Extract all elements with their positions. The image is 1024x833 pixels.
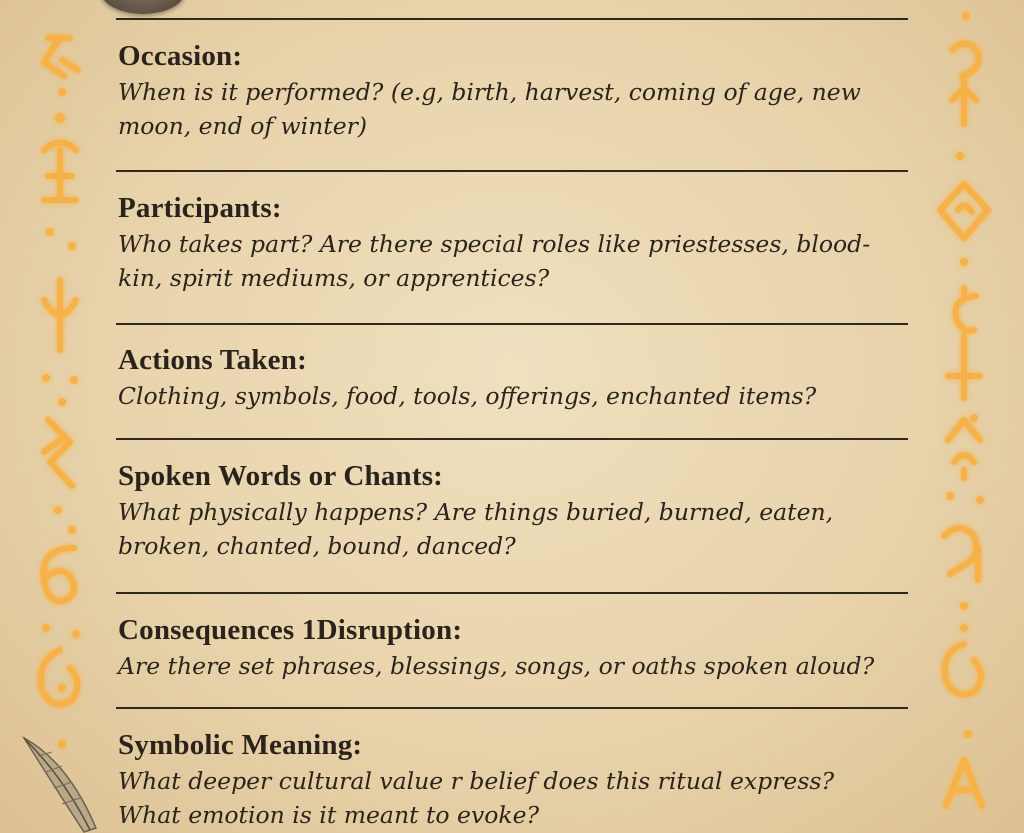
section-prompt: When is it performed? (e.g, birth, harvest, coming of age, new moon, end of winter)	[118, 78, 861, 140]
section-prompt: Clothing, symbols, food, tools, offerings, enchanted items?	[118, 382, 817, 410]
section-prompt: What deeper cultural value r belief does this ritual express? What emotion is it meant to evoke?	[118, 767, 835, 829]
section-actions-taken	[118, 344, 898, 413]
section-title: Consequences 1Disruption:	[118, 614, 463, 646]
section-title: Occasion:	[118, 40, 243, 72]
divider	[116, 170, 908, 172]
divider	[116, 707, 908, 709]
section-prompt: What physically happens? Are things buried, burned, eaten, broken, chanted, bound, danced?	[118, 498, 834, 560]
section-symbolic-meaning	[118, 729, 898, 832]
section-title: Spoken Words or Chants:	[118, 460, 444, 492]
left-rune-border	[0, 0, 120, 833]
section-title: Participants:	[118, 192, 282, 224]
section-participants	[118, 192, 898, 295]
divider	[116, 18, 908, 20]
divider	[116, 323, 908, 325]
right-rune-border	[904, 0, 1024, 833]
section-occasion	[118, 40, 898, 143]
section-prompt: Are there set phrases, blessings, songs, or oaths spoken aloud?	[118, 652, 875, 680]
divider	[116, 438, 908, 440]
section-consequences	[118, 614, 898, 683]
quill-feather-icon	[18, 732, 128, 833]
right-rune-column-icon	[904, 0, 1024, 833]
section-title: Symbolic Meaning:	[118, 729, 363, 761]
divider	[116, 592, 908, 594]
section-spoken-words	[118, 460, 898, 563]
section-prompt: Who takes part? Are there special roles like priestesses, blood-kin, spirit mediums, or apprentices?	[118, 230, 871, 292]
section-title: Actions Taken:	[118, 344, 307, 376]
left-rune-column-icon	[0, 0, 120, 833]
